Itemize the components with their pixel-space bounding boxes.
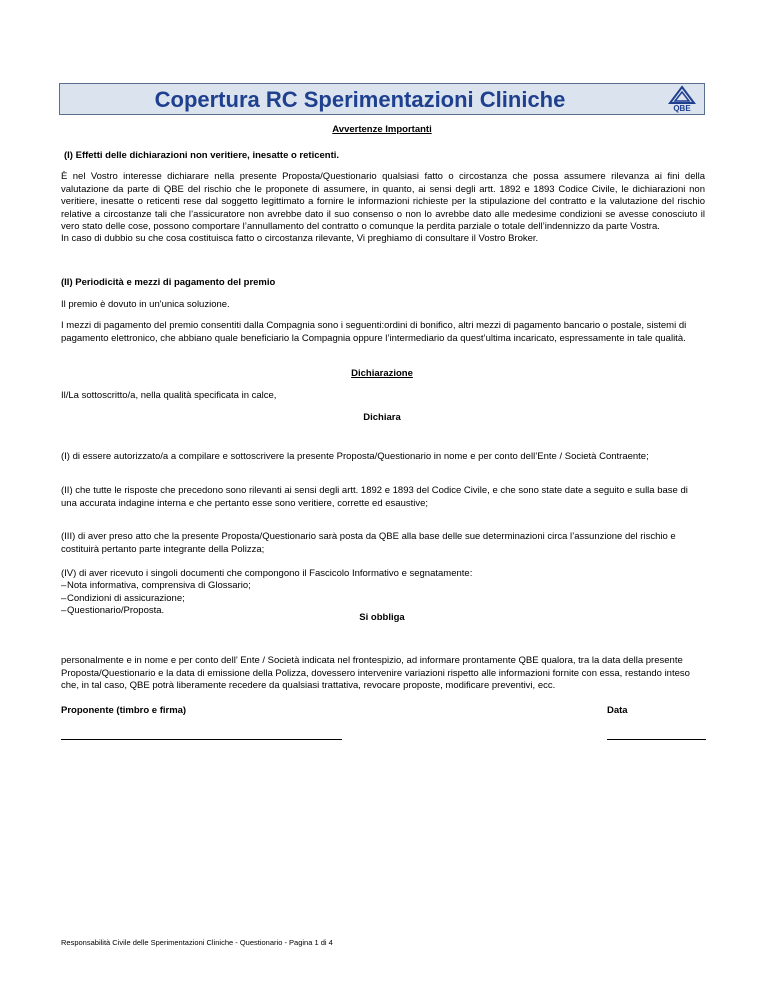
section2-para2: I mezzi di pagamento del premio consentiti dalla Compagnia sono i seguenti:ordini di bonifico, altri mezzi di pagamento bancario o postale, sistemi di pagamento elettronico, che abbiano quale beneficiario la Compagnia oppure l’intermediario da quest’ultima incaricato, espressamente in tale qualità. xyxy=(61,320,687,344)
bullet-dash: – xyxy=(61,580,67,591)
document-item: Condizioni di assicurazione; xyxy=(67,592,185,604)
declaration-item-4: (IV) di aver ricevuto i singoli documenti che compongono il Fascicolo Informativo e segnatamente: xyxy=(61,568,473,579)
data-label: Data xyxy=(607,705,628,716)
declaration-intro: Il/La sottoscritto/a, nella qualità specificata in calce, xyxy=(61,390,277,401)
section1-body: È nel Vostro interesse dichiarare nella presente Proposta/Questionario qualsiasi fatto o circostanza che possa assumere rilevanza ai fini della valutazione da parte di QBE del rischio che le proponete di assumere, in quanto, ai sensi degli artt. 1892 e 1893 Codice Civile, le dichiarazioni non veritiere, inesatte o reticenti rese dal soggetto legittimato a fornire le informazioni richieste per la stipulazione del contratto e la valutazione del rischio relative a circostanze tali che l’assicuratore non avrebbe dato il suo consenso o non lo avrebbe dato alle medesime condizioni se avesse conosciuto il vero stato delle cose, possono comportare l’annullamento del contratto o comunque la perdita parziale o totale dell’indennizzo da parte Vostra. xyxy=(61,171,705,232)
header-bar xyxy=(59,83,705,115)
obbliga-text: personalmente e in nome e per conto dell’ Ente / Società indicata nel frontespizio, ad informare prontamente QBE qualora, tra la data della presente Proposta/Questionario e la data di emissione della Polizza, dovessero intervenire variazioni rispetto alle informazioni fornite con essa, restando inteso che, in tal caso, QBE potrà liberamente recedere da qualsiasi trattativa, revocare proposte, modificare preventivi, ecc. xyxy=(61,655,690,691)
section1-note: In caso di dubbio su che cosa costituisca fatto o circostanza rilevante, Vi preghiamo di consultare il Vostro Broker. xyxy=(61,233,539,244)
declaration-item-3: (III) di aver preso atto che la presente Proposta/Questionario sarà posta da QBE alla base delle sue determinazioni circa l’assunzione del rischio e costituirà pertanto parte integrante della Polizza; xyxy=(61,531,676,555)
qbe-logo-text: QBE xyxy=(673,104,691,113)
section2-heading: (II) Periodicità e mezzi di pagamento del premio xyxy=(61,277,276,288)
document-item: Questionario/Proposta. xyxy=(67,605,165,616)
list-item xyxy=(61,580,461,593)
obbliga-heading: Si obbliga xyxy=(359,612,405,623)
list-item xyxy=(61,593,461,606)
warnings-title: Avvertenze Importanti xyxy=(332,124,432,135)
dichiara-heading: Dichiara xyxy=(363,412,401,423)
declaration-item-1: (I) di essere autorizzato/a a compilare e sottoscrivere la presente Proposta/Questionario in nome e per conto dell’Ente / Società Contraente; xyxy=(61,451,649,462)
section2-para1: Il premio è dovuto in un'unica soluzione. xyxy=(61,299,230,310)
date-line[interactable] xyxy=(607,739,706,740)
document-item: Nota informativa, comprensiva di Glossario; xyxy=(67,580,251,591)
qbe-logo xyxy=(664,85,700,114)
qbe-logo-icon xyxy=(664,85,700,105)
signature-line[interactable] xyxy=(61,739,342,740)
bullet-dash: – xyxy=(61,605,67,616)
declaration-title: Dichiarazione xyxy=(351,368,413,379)
page-title: Copertura RC Sperimentazioni Cliniche xyxy=(154,87,566,112)
proponente-label: Proponente (timbro e firma) xyxy=(61,705,187,716)
bullet-dash: – xyxy=(61,592,67,604)
declaration-item-2: (II) che tutte le risposte che precedono sono rilevanti ai sensi degli artt. 1892 e 1893 del Codice Civile, e che sono state date a seguito e sulla base di una accurata indagine interna e che pertanto esse sono veritiere, corrette ed esaustive; xyxy=(61,485,688,509)
page-footer: Responsabilità Civile delle Sperimentazioni Cliniche - Questionario - Pagina 1 di 4 xyxy=(61,938,333,947)
section1-heading: (I) Effetti delle dichiarazioni non veritiere, inesatte o reticenti. xyxy=(64,150,340,161)
